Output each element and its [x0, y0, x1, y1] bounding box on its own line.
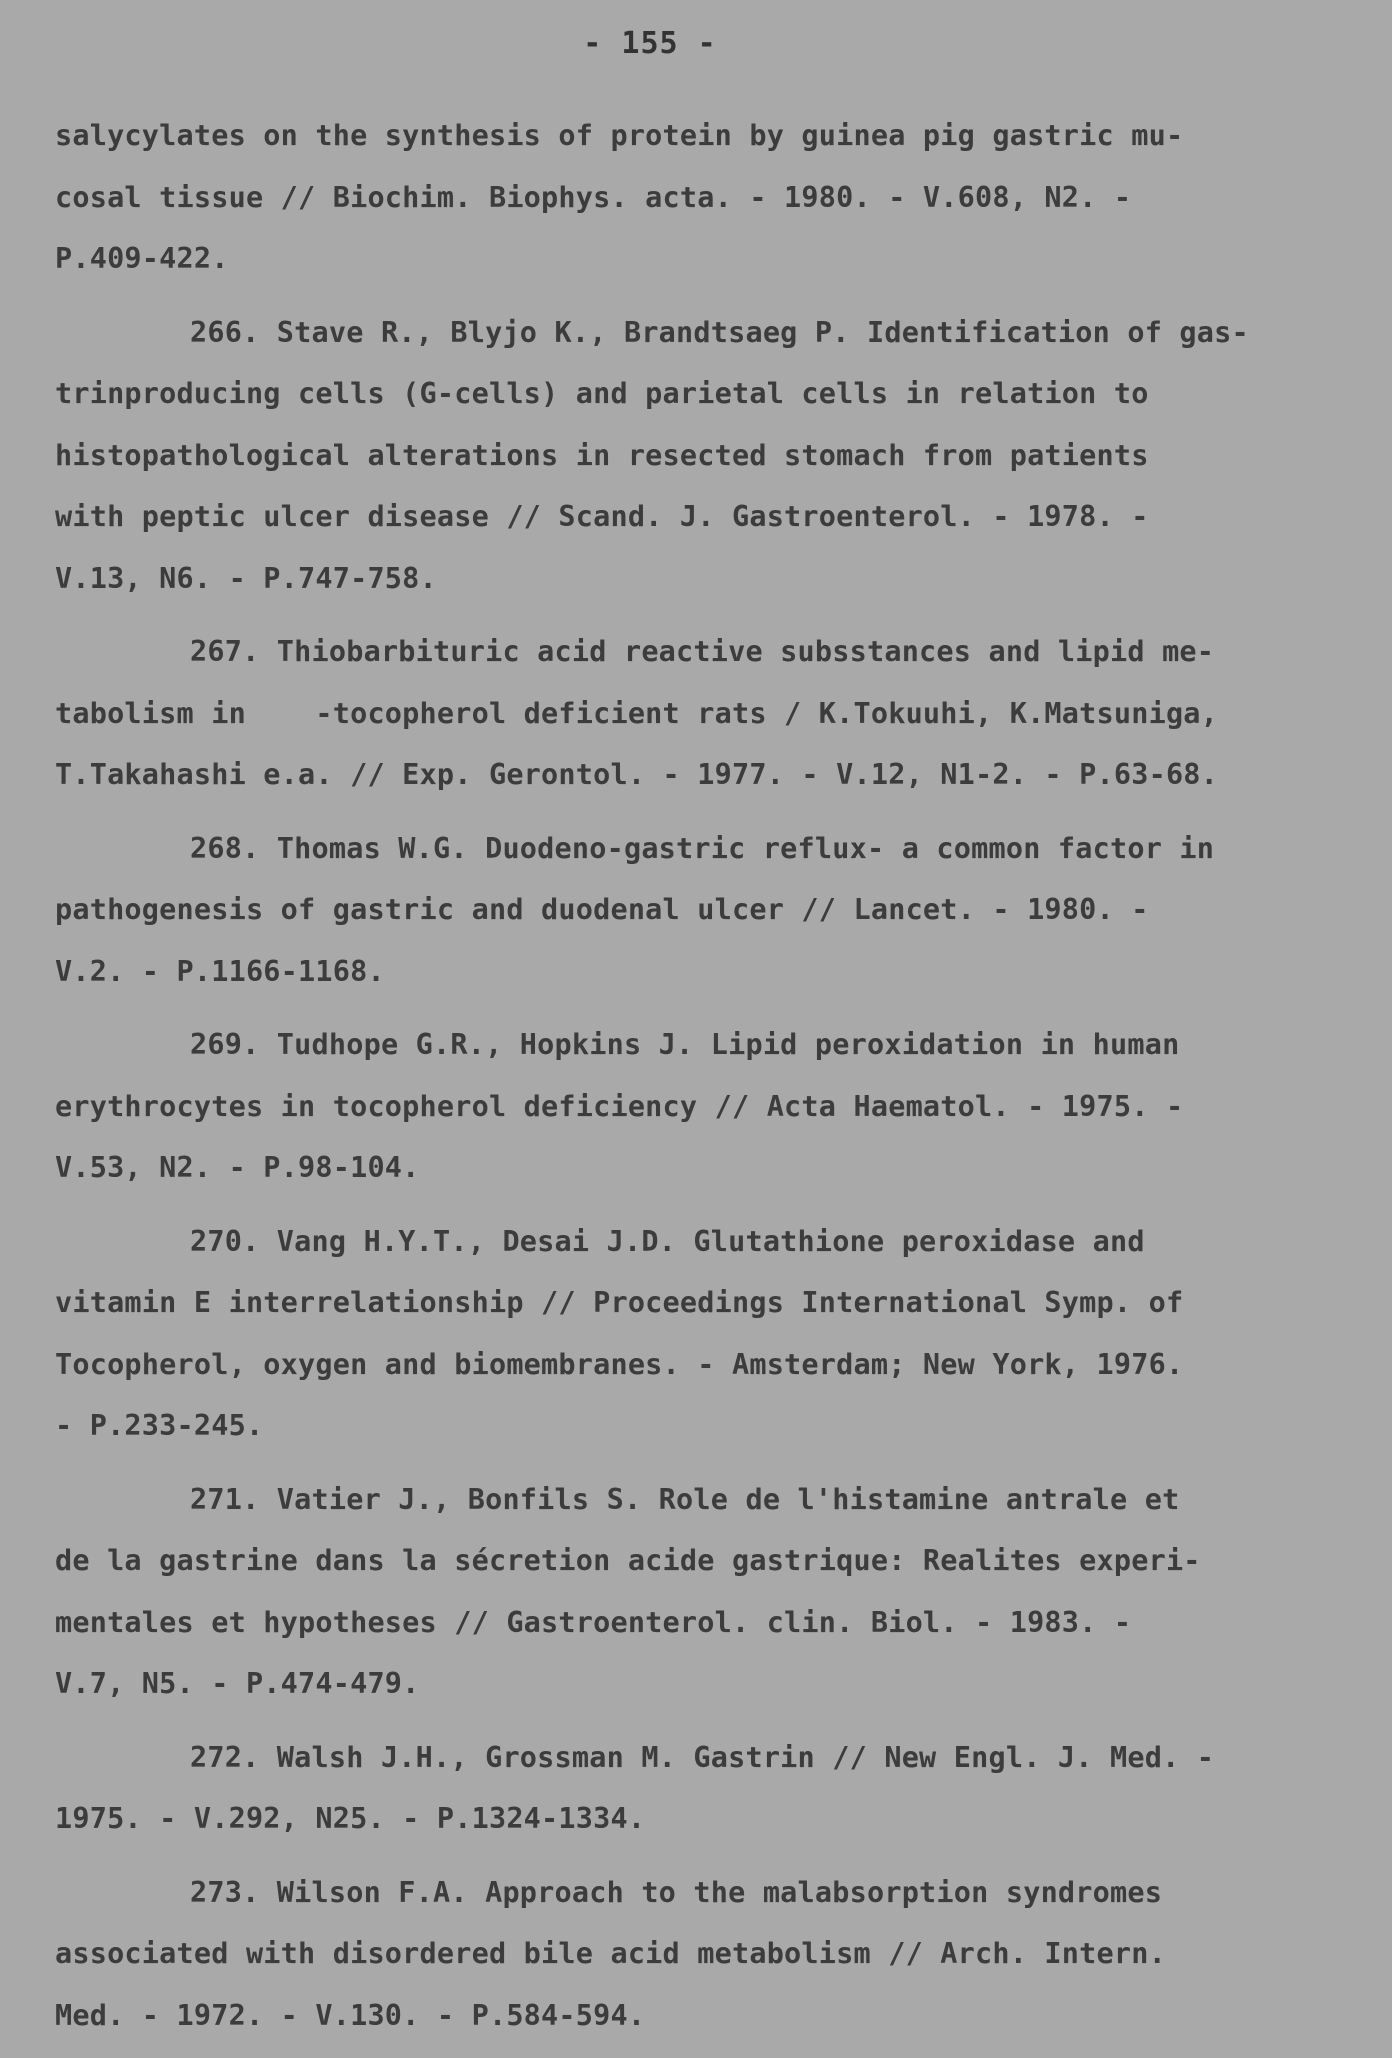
- reference-line: salycylates on the synthesis of protein by guinea pig gastric mu-: [55, 119, 1184, 152]
- reference-line: trinproducing cells (G-cells) and parietal cells in relation to: [55, 377, 1149, 410]
- reference-line: 267. Thiobarbituric acid reactive subsstances and lipid me-: [190, 635, 1215, 668]
- reference-line: V.53, N2. - P.98-104.: [55, 1151, 420, 1184]
- reference-continuation: [55, 105, 1345, 290]
- reference-269: [55, 1014, 1345, 1199]
- reference-line: - P.233-245.: [55, 1409, 264, 1442]
- reference-line: mentales et hypotheses // Gastroenterol. clin. Biol. - 1983. -: [55, 1605, 1132, 1639]
- reference-line: V.13, N6. - P.747-758.: [55, 561, 437, 595]
- reference-268: [55, 818, 1345, 1003]
- reference-line: Med. - 1972. - V.130. - P.584-594.: [55, 1998, 646, 2032]
- reference-line: histopathological alterations in resected stomach from patients: [55, 438, 1149, 472]
- reference-line: with peptic ulcer disease // Scand. J. Gastroenterol. - 1978. -: [55, 500, 1149, 533]
- reference-line: 272. Walsh J.H., Grossman M. Gastrin // New Engl. J. Med. -: [190, 1740, 1215, 1774]
- reference-line: Tocopherol, oxygen and biomembranes. - Amsterdam; New York, 1976.: [55, 1347, 1184, 1381]
- reference-270: [55, 1211, 1345, 1457]
- reference-line: tabolism in -tocopherol deficient rats / K.Tokuuhi, K.Matsuniga,: [55, 696, 1219, 730]
- reference-266: [55, 302, 1345, 610]
- reference-line: 1975. - V.292, N25. - P.1324-1334.: [55, 1802, 646, 1835]
- reference-line: V.7, N5. - P.474-479.: [55, 1667, 420, 1700]
- reference-272: [55, 1727, 1345, 1850]
- reference-line: T.Takahashi e.a. // Exp. Gerontol. - 1977. - V.12, N1-2. - P.63-68.: [55, 758, 1219, 791]
- reference-line: 271. Vatier J., Bonfils S. Role de l'histamine antrale et: [190, 1482, 1180, 1516]
- reference-line: P.409-422.: [55, 242, 229, 275]
- reference-273: [55, 1862, 1345, 2047]
- page-number: - 155 -: [583, 26, 717, 61]
- reference-line: de la gastrine dans la sécretion acide gastrique: Realites experi-: [55, 1544, 1201, 1577]
- reference-line: 270. Vang H.Y.T., Desai J.D. Glutathione peroxidase and: [190, 1224, 1145, 1258]
- reference-line: associated with disordered bile acid metabolism // Arch. Intern.: [55, 1937, 1166, 1970]
- reference-line: vitamin E interrelationship // Proceedings International Symp. of: [55, 1286, 1184, 1319]
- reference-line: 273. Wilson F.A. Approach to the malabsorption syndromes: [190, 1875, 1163, 1909]
- reference-line: V.2. - P.1166-1168.: [55, 954, 385, 988]
- reference-list: [55, 105, 1345, 2058]
- reference-line: 269. Tudhope G.R., Hopkins J. Lipid peroxidation in human: [190, 1028, 1180, 1061]
- reference-line: pathogenesis of gastric and duodenal ulcer // Lancet. - 1980. -: [55, 893, 1149, 926]
- reference-271: [55, 1469, 1345, 1715]
- reference-line: 268. Thomas W.G. Duodeno-gastric reflux- a common factor in: [190, 831, 1215, 865]
- reference-line: 266. Stave R., Blyjo K., Brandtsaeg P. Identification of gas-: [190, 315, 1249, 349]
- reference-line: cosal tissue // Biochim. Biophys. acta. - 1980. - V.608, N2. -: [55, 180, 1132, 214]
- reference-267: [55, 621, 1345, 806]
- reference-line: erythrocytes in tocopherol deficiency // Acta Haematol. - 1975. -: [55, 1089, 1184, 1123]
